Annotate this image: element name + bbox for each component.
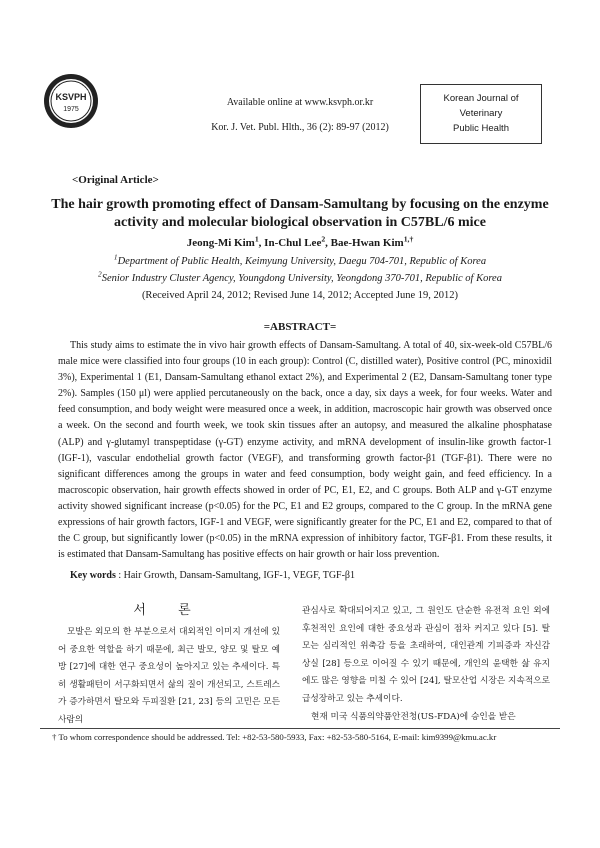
paper-title: The hair growth promoting effect of Dansam-Samultang by focusing on the enzyme activity and molecular biological observation in C57BL/6 mice (51, 197, 549, 230)
journal-name-line: Veterinary (459, 108, 503, 119)
author-sup: 1 (254, 234, 259, 244)
body-paragraph: 현재 미국 식품의약품안전청(US-FDA)에 승인을 받은 (311, 711, 516, 722)
affiliation (40, 269, 560, 284)
affiliation-text: Department of Public Health, Keimyung University, Daegu 704-701, Republic of Korea (117, 256, 487, 267)
affiliation-sup: 2 (98, 269, 102, 279)
seal-icon (42, 72, 100, 130)
affiliation-text: Senior Industry Cluster Agency, Youngdong University, Yeongdong 370-701, Republic of Korea (101, 273, 502, 284)
introduction-heading: 서 론 (133, 603, 205, 618)
abstract-heading: =ABSTRACT= (263, 321, 337, 333)
author-sup: 2 (321, 234, 326, 244)
online-availability: Available online at www.ksvph.or.kr (226, 97, 374, 108)
article-type: <Original Article> (72, 174, 159, 186)
left-column (58, 601, 280, 730)
svg-text:KSVPH: KSVPH (55, 92, 87, 102)
body-paragraph: 관심사로 확대되어지고 있고, 그 원인도 단순한 유전적 요인 외에 후천적인 요인에 대한 중요성과 관심이 점차 커지고 있다 [5]. 탈모는 심리적인 위축감 등을 초래하여, 대인관계 기피증과 자신감 상실 [28] 등으로 이어질 수 있기 때문에, 개인의 윤택한 삶 유지에도 많은 영향을 미칠 수 있어 [24], 탈모산업 시장은 지속적으로 급성장하고 있는 추세이다. (302, 606, 550, 704)
body-paragraph: 모발은 외모의 한 부분으로서 대외적인 이미지 개선에 있어 중요한 역할을 하기 때문에, 최근 발모, 양모 및 탈모 예방 [27]에 대한 연구 중요성이 높아지고 있는 추세이다. 특히 생활패턴이 서구화되면서 삶의 질이 개선되고, 스트레스가 증가하면서 탈모와 두피질환 [21, 23] 등의 고민은 모든 사람의 (58, 627, 280, 725)
svg-text:1975: 1975 (63, 106, 79, 113)
received-dates: (Received April 24, 2012; Revised June 14, 2012; Accepted June 19, 2012) (141, 290, 459, 301)
author-name: Bae-Hwan Kim (330, 237, 404, 249)
journal-logo (42, 72, 100, 130)
abstract-body: This study aims to estimate the in vivo hair growth effects of Dansam-Samultang. A total of 40, six-week-old C57BL/6 male mice were classified into four groups (10 in each group): Control (C, distilled water), Positive control (PC, minoxidil 3%), Experimental 1 (E1, Dansam-Samultang ethanol extact 2%), and Experimental 2 (E2, Dansam-Samultang toner type 2%). Samples (150 μl) were applied percutaneously on the back, once a day, six days a week, for four weeks. Water and feed consumption, and body weight were measured once a week, in addition, macroscopic hair growth was observed once a week. On the second and fourth week, we took skin tissues after an autopsy, and measured the alkaline phosphatase (ALP) and γ-glutamyl transpeptidase (γ-GT) enzyme activity, and mRNA development of insulin-like growth factor-1 (IGF-1), vascular endothelial growth factor (VEGF), and transforming growth factor-β1 (TGF-β1). There were no significant differences among the groups in water and feed consumption, body weight gain, and feed efficiency. In a macroscopic observation, hair growth effects showed in order of PC, E1, E2, and C groups. Both ALP and γ-GT enzyme activity showed significant increase (p<0.05) for the PC, E1 and E2 groups, compared to the C group. In the mRNA gene expressions of hair growth factors, IGF-1 and VEGF, were significantly greater for the PC, E1 and E2, compared to that of the C group, but significantly lower (p<0.05) in the mRNA expression of inhibitory factor, TGF-β1. From these results, it is estimated that Dansam-Samultang has positive effects on hair growth or hair loss prevention. (58, 340, 552, 561)
journal-name-line: Korean Journal of (443, 93, 519, 104)
affiliation (40, 252, 560, 267)
correspondence-footnote: † To whom correspondence should be addressed. Tel: +82-53-580-5933, Fax: +82-53-580-5164, E-mail: kim9399@kmu.ac.kr (52, 732, 497, 742)
keywords-list: Hair Growth, Dansam-Samultang, IGF-1, VEGF, TGF-β1 (123, 570, 356, 581)
keywords-label: Key words (70, 570, 116, 581)
author-name: In-Chul Lee (264, 237, 322, 249)
journal-name-box (420, 84, 542, 144)
author-name: Jeong-Mi Kim (186, 237, 255, 249)
author-sup: 1,† (403, 234, 414, 244)
journal-citation: Kor. J. Vet. Publ. Hlth., 36 (2): 89-97 (2012) (211, 122, 389, 133)
affiliation-sup: 1 (113, 252, 118, 262)
footnote-divider (40, 728, 560, 729)
keywords: Key words : Hair Growth, Dansam-Samultang, IGF-1, VEGF, TGF-β1 (70, 570, 356, 581)
journal-name-line: Public Health (453, 123, 509, 134)
right-column (302, 603, 550, 726)
author-list: Jeong-Mi Kim$^1$, In-Chul Lee$^2$, Bae-Hwan Kim$^{1,\dagger}$ (186, 234, 414, 249)
